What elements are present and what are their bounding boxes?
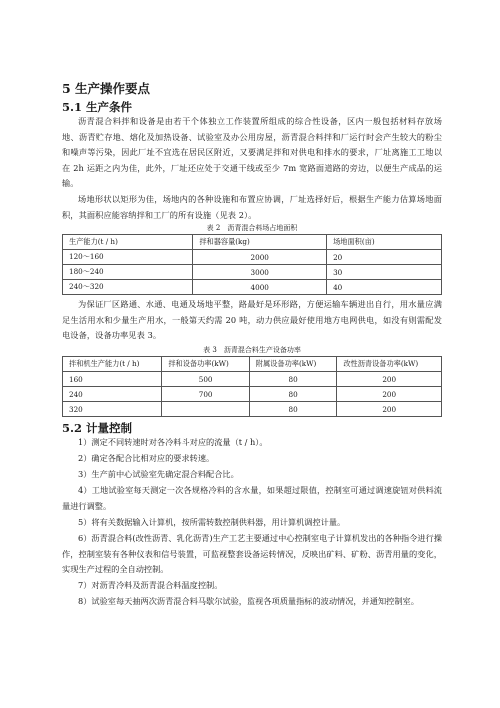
table-cell: 80 [249,387,337,402]
list-item: 4）工地试验室每天测定一次各规格冷料的含水量，如果超过限值，控制室可通过调速旋钮对供料流量进行调整。 [62,485,442,511]
paragraph-utilities: 为保证厂区路通、水通、电通及场地平整，路最好是环形路，方便运输车辆进出自行，用水量应满足生活用水和少量生产用水，一般第天约需 20 吨，动力供应最好使用地方电网供电，如没有则需配发电设备，设备功率见表 3。 [62,299,442,341]
table-row [63,250,442,265]
paragraph-plant-site: 沥青混合料拌和设备是由若干个体独立工作装置所组成的综合性设备，区内一般包括材料存放场地、沥青贮存地、熔化及加热设备、试验室及办公用房屋，沥青混合料拌和厂运行时会产生较大的粉尘和噪声等污染，因此厂址不宜选在居民区附近，又要满足拌和对供电和排水的要求，厂址离施工工地以在 2h 运距之内为佳，此外，厂址还应处于交通干线或至少 7m 宽路面道路的旁边，以便生产成品的运输。 [62,116,442,189]
table-cell: 2000 [193,250,327,265]
table-cell: 40 [327,280,442,295]
table3-equipment-power [62,356,442,417]
table3-caption: 表 3 沥青混合料生产设备功率 [203,346,301,354]
list-item: 5）将有关数据输入计算机，按所需转数控制供料器，用计算机调控计量。 [78,517,346,527]
table-cell [162,402,250,417]
list-item: 8）试验室每天抽两次沥青混合料马歇尔试验，监视各项质量指标的波动情况，并通知控制室。 [78,596,419,606]
table-cell: 120～160 [63,250,193,265]
table-header-cell: 场地面积(亩) [327,235,442,250]
table-header-cell: 拌和机生产能力(t / h) [63,357,162,372]
table-row [63,265,442,280]
table-header-cell: 生产能力(t / h) [63,235,193,250]
list-item: 2）确定各配合比相对应的要求转速。 [78,453,215,463]
table-cell: 180～240 [63,265,193,280]
table-header-cell: 拌和设备功率(kW) [162,357,250,372]
table-cell: 3000 [193,265,327,280]
table-row [63,372,442,387]
table-header-cell: 附属设备功率(kW) [249,357,337,372]
table-cell: 80 [249,402,337,417]
table-row [63,402,442,417]
table-cell: 200 [337,387,442,402]
table-cell: 700 [162,387,250,402]
table-header-row [63,357,442,372]
table-cell: 200 [337,402,442,417]
table-cell: 200 [337,372,442,387]
table-cell: 500 [162,372,250,387]
section-title-metering-control: 5.2 计量控制 [62,421,133,435]
table-cell: 160 [63,372,162,387]
table-row [63,280,442,295]
table2-caption: 表 2 沥青混合料场占地面积 [206,224,298,232]
table-header-row [63,235,442,250]
list-item: 1）测定不同转速时对各冷料斗对应的流量（t / h）。 [78,437,268,447]
table-cell: 20 [327,250,442,265]
table-header-cell: 改性沥青设备功率(kW) [337,357,442,372]
list-item: 7）对沥青冷料及沥青混合料温度控制。 [78,580,223,590]
section-title-production-conditions: 5.1 生产条件 [62,100,133,114]
table-header-cell: 拌和器容量(kg) [193,235,327,250]
table-cell: 240 [63,387,162,402]
table-cell: 320 [63,402,162,417]
table-cell: 80 [249,372,337,387]
chapter-heading: 5 生产操作要点 [62,81,151,96]
table-row [63,387,442,402]
table-cell: 240～320 [63,280,193,295]
table-cell: 30 [327,265,442,280]
list-item: 3）生产前中心试验室先确定混合料配合比。 [78,469,239,479]
table-cell: 4000 [193,280,327,295]
list-item: 6）沥青混合料(改性沥青、乳化沥青)生产工艺主要通过中心控制室电子计算机发出的各种指令进行操作，控制室装有各种仪表和信号装置，可监视整套设备运转情况，反映出矿料、矿粉、沥青用量的变化，实现生产过程的全自动控制。 [62,533,442,575]
paragraph-site-area: 场地形状以矩形为佳，场地内的各种设施和布置应协调，厂址选择好后，根据生产能力估算场地面积，其面积应能容纳拌和工厂的所有设施（见表 2）。 [62,194,442,220]
table2-site-area [62,234,442,295]
